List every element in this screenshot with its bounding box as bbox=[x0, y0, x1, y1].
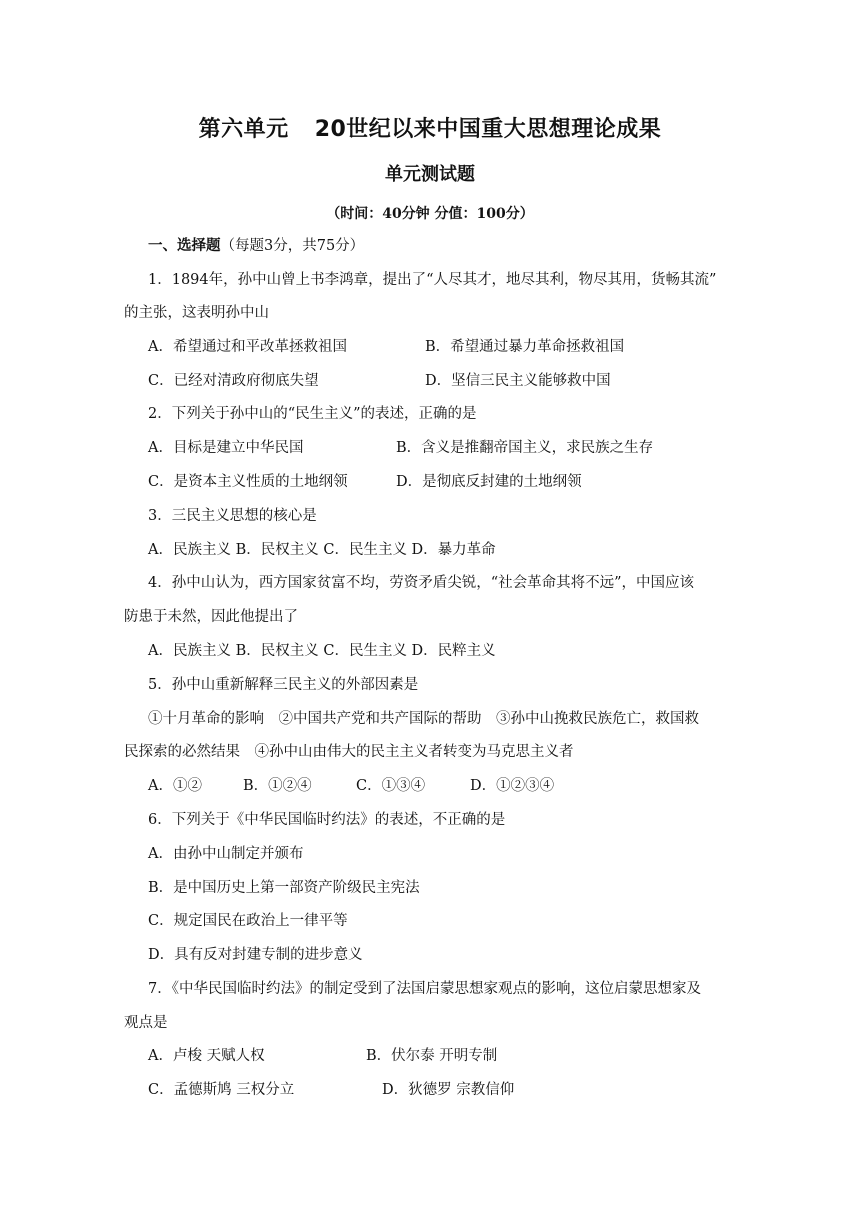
q5-stem: 5．孙中山重新解释三民主义的外部因素是 bbox=[148, 677, 419, 693]
page-subtitle: 单元测试题 bbox=[385, 164, 475, 185]
section-label: 一、选择题 bbox=[148, 238, 221, 254]
page-title bbox=[0, 112, 860, 143]
q5-option-c: C．①③④ bbox=[356, 778, 426, 794]
q7-option-d: D．狄德罗 宗教信仰 bbox=[382, 1082, 515, 1098]
q5-items-line2: 民探索的必然结果 ④孙中山由伟大的民主主义者转变为马克思主义者 bbox=[124, 744, 574, 760]
q2-option-a: A．目标是建立中华民国 bbox=[148, 440, 304, 456]
q1-stem-line1: 1．1894年，孙中山曾上书李鸿章，提出了“人尽其才，地尽其利，物尽其用，货畅其流” bbox=[148, 272, 717, 288]
q5-items-line1: ①十月革命的影响 ②中国共产党和共产国际的帮助 ③孙中山挽救民族危亡，救国救 bbox=[148, 711, 699, 727]
q5-option-d: D．①②③④ bbox=[470, 778, 555, 794]
q7-stem-line2: 观点是 bbox=[124, 1015, 168, 1031]
q6-option-c: C．规定国民在政治上一律平等 bbox=[148, 913, 348, 929]
q4-options: A．民族主义 B．民权主义 C．民生主义 D．民粹主义 bbox=[148, 643, 496, 659]
q5-option-b: B．①②④ bbox=[243, 778, 312, 794]
q4-stem-line1: 4．孙中山认为，西方国家贫富不均，劳资矛盾尖锐，“社会革命其将不远”，中国应该 bbox=[148, 575, 695, 591]
q6-option-a: A．由孙中山制定并颁布 bbox=[148, 846, 304, 862]
q6-stem: 6．下列关于《中华民国临时约法》的表述，不正确的是 bbox=[148, 812, 506, 828]
section-note: （每题3分，共75分） bbox=[220, 238, 365, 254]
q7-option-c: C．孟德斯鸠 三权分立 bbox=[148, 1082, 295, 1098]
q6-option-d: D．具有反对封建专制的进步意义 bbox=[148, 947, 363, 963]
q2-option-c: C．是资本主义性质的土地纲领 bbox=[148, 474, 348, 490]
q6-option-b: B．是中国历史上第一部资产阶级民主宪法 bbox=[148, 880, 420, 896]
q4-stem-line2: 防患于未然，因此他提出了 bbox=[124, 609, 298, 625]
q1-option-a: A．希望通过和平改革拯救祖国 bbox=[148, 339, 347, 355]
q7-option-b: B．伏尔泰 开明专制 bbox=[366, 1048, 498, 1064]
q1-stem-line2: 的主张，这表明孙中山 bbox=[124, 305, 269, 321]
q1-option-b: B．希望通过暴力革命拯救祖国 bbox=[425, 339, 625, 355]
q7-stem-line1: 7．《中华民国临时约法》的制定受到了法国启蒙思想家观点的影响，这位启蒙思想家及 bbox=[148, 981, 701, 997]
q7-option-a: A．卢梭 天赋人权 bbox=[148, 1048, 265, 1064]
q1-option-d: D．坚信三民主义能够救中国 bbox=[425, 373, 611, 389]
q3-options: A．民族主义 B．民权主义 C．民生主义 D．暴力革命 bbox=[148, 542, 496, 558]
title-unit: 第六单元 bbox=[198, 117, 289, 142]
section-heading bbox=[148, 236, 364, 256]
q5-option-a: A．①② bbox=[148, 778, 202, 794]
title-topic: 20世纪以来中国重大思想理论成果 bbox=[314, 117, 662, 142]
exam-meta: （时间：40分钟 分值：100分） bbox=[326, 206, 534, 222]
q2-option-b: B．含义是推翻帝国主义，求民族之生存 bbox=[396, 440, 654, 456]
q3-stem: 3．三民主义思想的核心是 bbox=[148, 508, 317, 524]
q2-stem: 2．下列关于孙中山的“民生主义”的表述，正确的是 bbox=[148, 406, 477, 422]
q1-option-c: C．已经对清政府彻底失望 bbox=[148, 373, 319, 389]
q2-option-d: D．是彻底反封建的土地纲领 bbox=[396, 474, 582, 490]
